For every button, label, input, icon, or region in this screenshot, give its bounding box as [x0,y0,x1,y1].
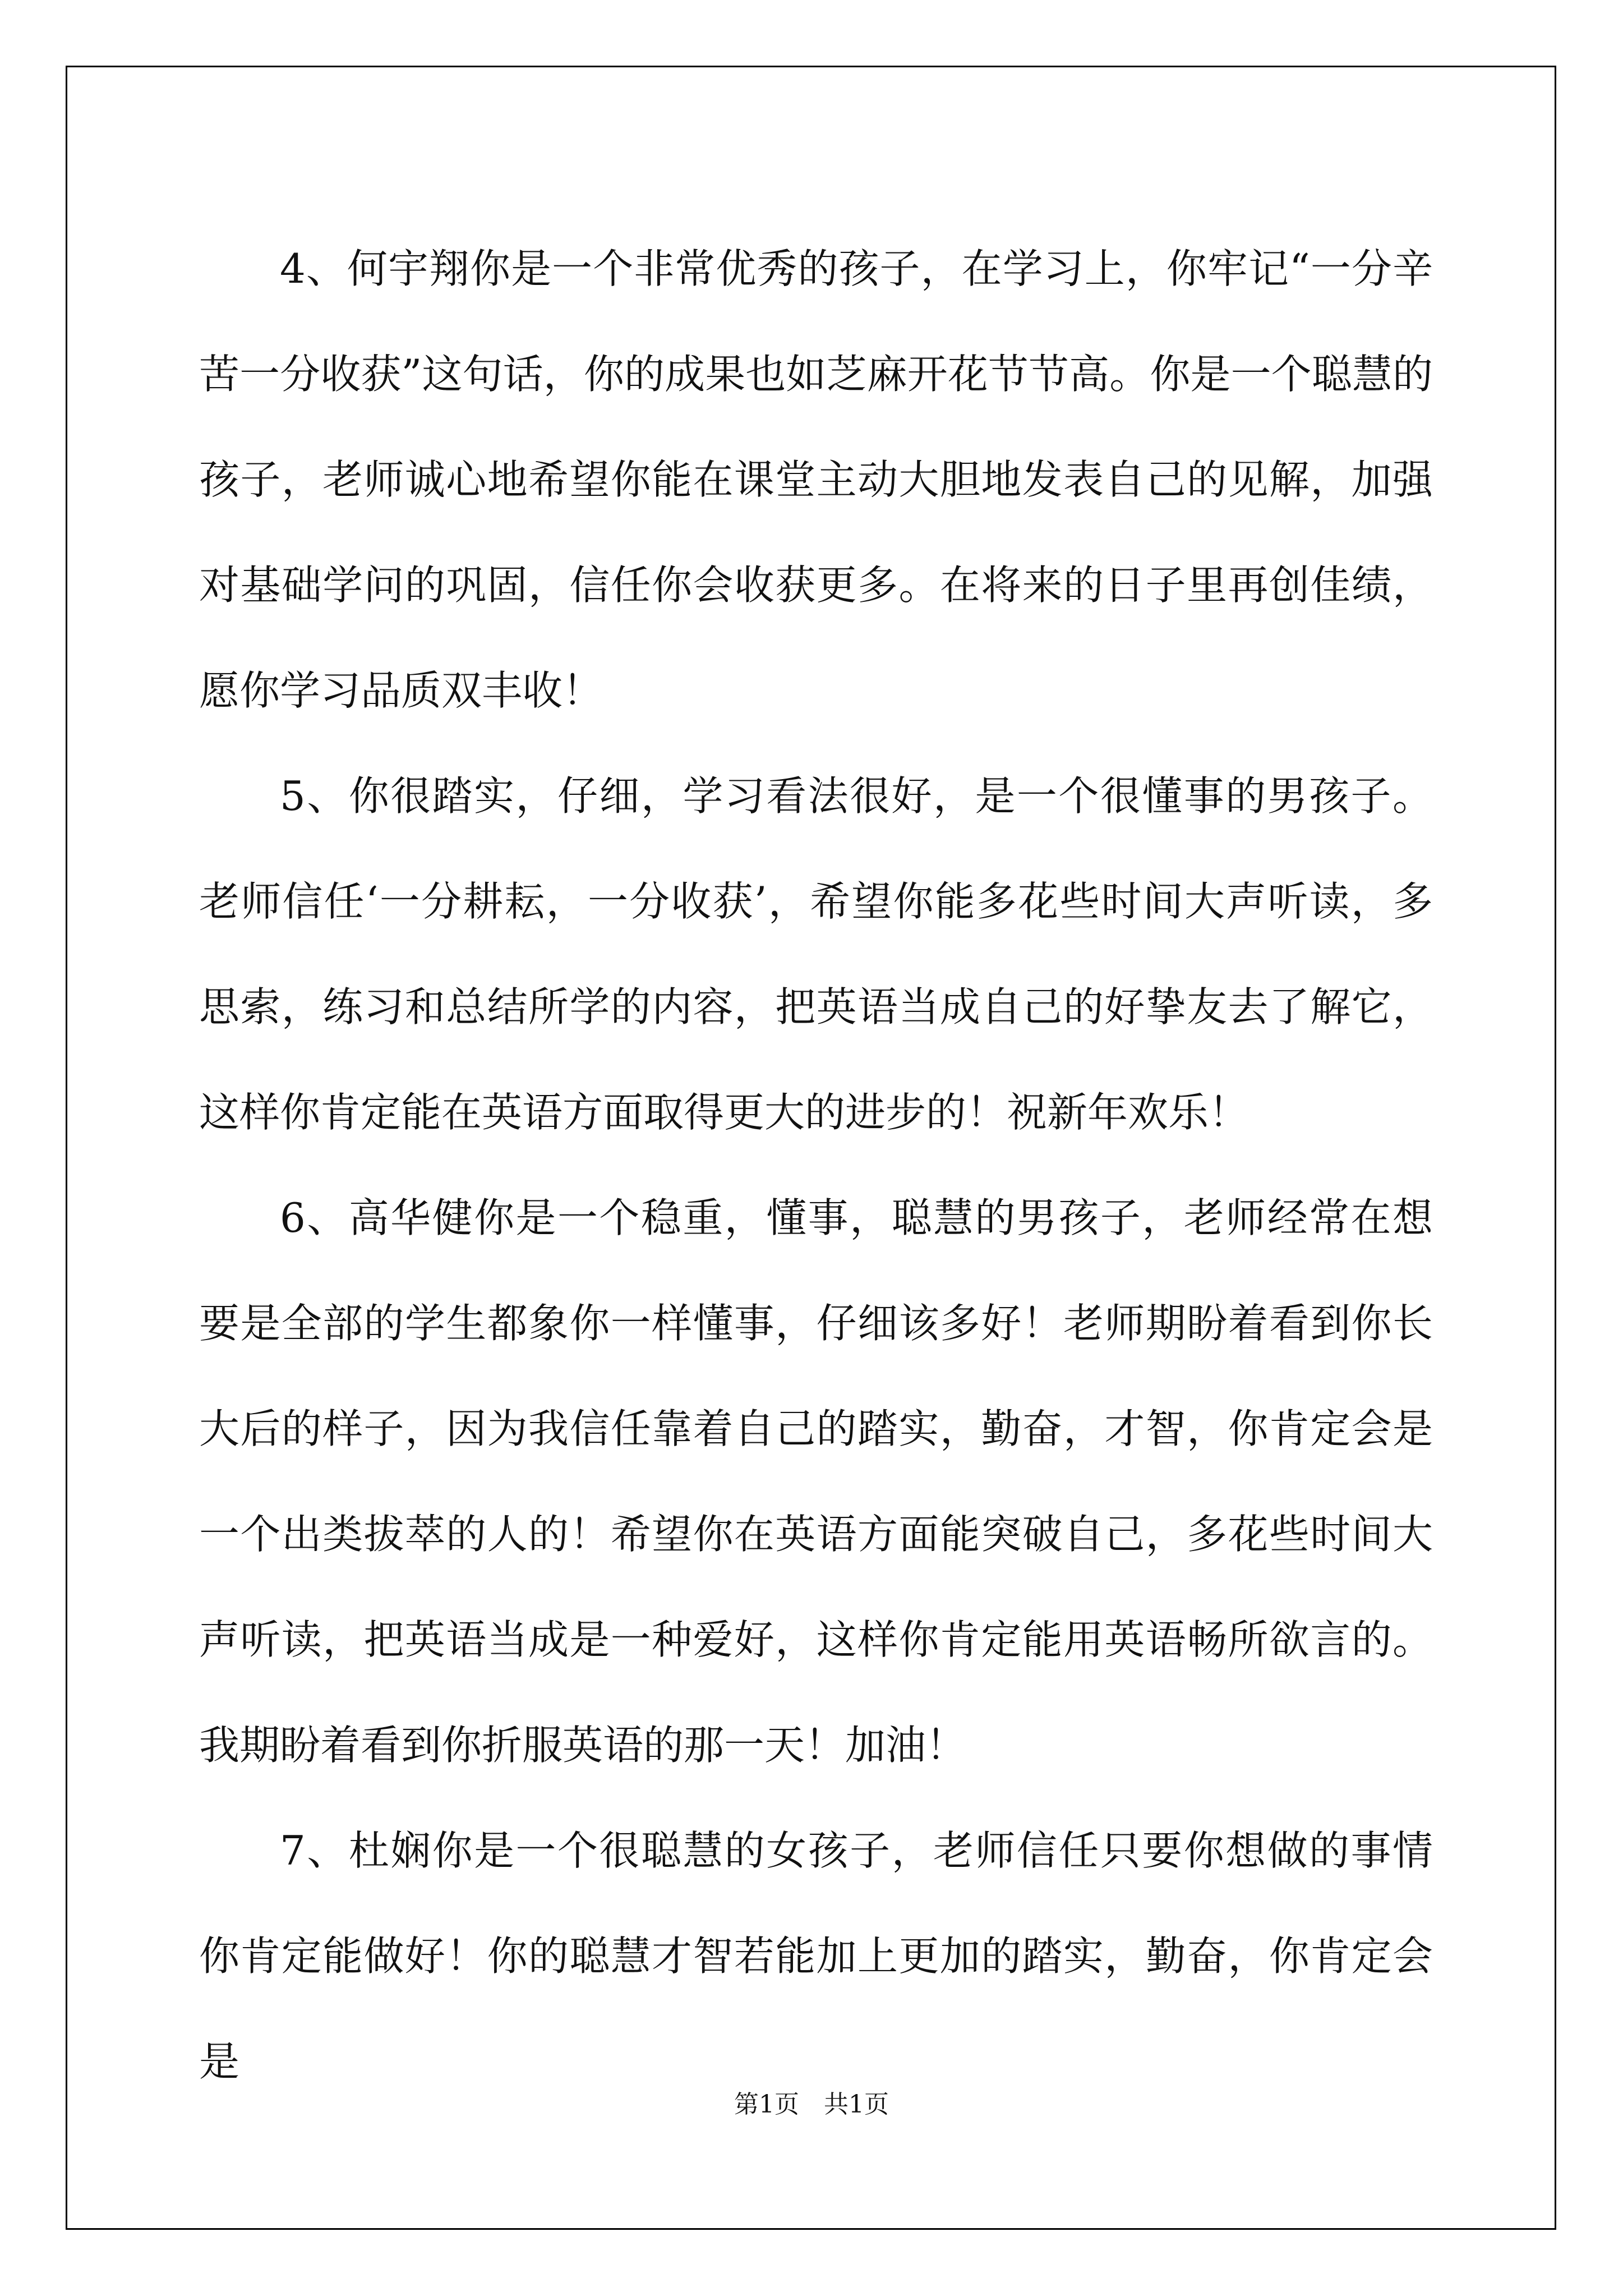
paragraph-5: 5、你很踏实，仔细，学习看法很好，是一个很懂事的男孩子。老师信任‘一分耕耘，一分收获’，希望你能多花些时间大声听读，多思索，练习和总结所学的内容，把英语当成自己的好挚友去了解它，这样你肯定能在英语方面取得更大的进步的！祝新年欢乐！ [199,772,1433,1136]
paragraph-6: 6、高华健你是一个稳重，懂事，聪慧的男孩子，老师经常在想要是全部的学生都象你一样懂事，仔细该多好！老师期盼着看到你长大后的样子，因为我信任靠着自己的踏实，勤奋，才智，你肯定会是一个出类拔萃的人的！希望你在英语方面能突破自己，多花些时间大声听读，把英语当成是一种爱好，这样你肯定能用英语畅所欲言的。我期盼着看到你折服英语的那一天！加油！ [199,1194,1433,1769]
document-body [199,216,1433,2114]
paragraph-7: 7、杜娴你是一个很聪慧的女孩子，老师信任只要你想做的事情你肯定能做好！你的聪慧才智若能加上更加的踏实，勤奋，你肯定会是 [199,1827,1433,2085]
paragraph-4: 4、何宇翔你是一个非常优秀的孩子，在学习上，你牢记“一分辛苦一分收获”这句话，你的成果也如芝麻开花节节高。你是一个聪慧的孩子，老师诚心地希望你能在课堂主动大胆地发表自己的见解，加强对基础学问的巩固，信任你会收获更多。在将来的日子里再创佳绩，愿你学习品质双丰收！ [199,245,1433,714]
page-footer: 第1页 共1页 [734,2090,889,2119]
